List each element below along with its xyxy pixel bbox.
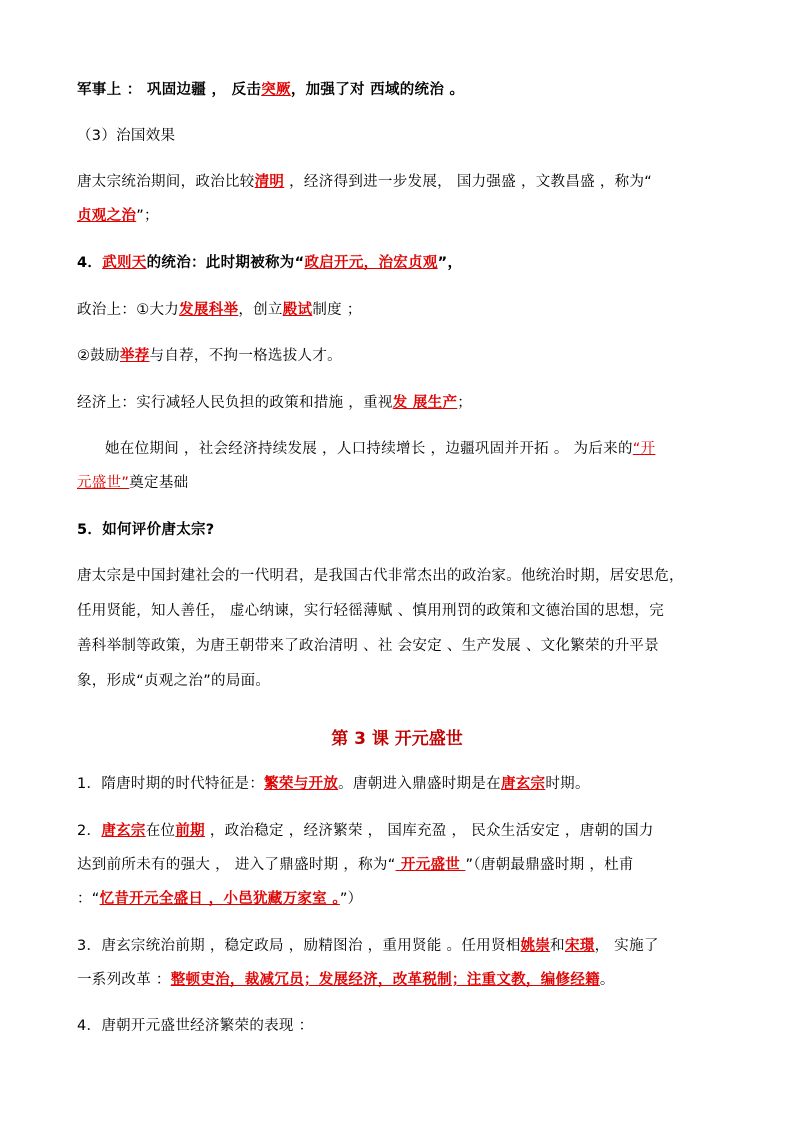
highlight-text: 前期 — [175, 823, 205, 839]
paragraph-line — [77, 636, 659, 656]
highlight-text: 清明 — [254, 174, 285, 190]
list-item — [77, 1016, 313, 1036]
text: 时期。 — [545, 776, 590, 792]
text: 唐太宗是中国封建社会的一代明君，是我国古代非常杰出的政治家。他统治时期，居安思危， — [77, 568, 684, 584]
paragraph-line — [77, 601, 664, 621]
highlight-text: 贞观之治 — [77, 208, 137, 224]
highlight-text: 突厥 — [261, 82, 291, 98]
text: 任用贤能，知人善任， 虚心纳谏，实行轻徭薄赋 、慎用刑罚的政策和文德治国的思想，完 — [77, 603, 665, 619]
paragraph-line — [77, 206, 159, 226]
text: ，加强了对 西域的统治 。 — [290, 82, 465, 98]
highlight-text: 忆昔开元全盛日 ，小邑犹藏万家室 。 — [99, 891, 340, 907]
lesson-title: 第 3 课 开元盛世 — [331, 729, 463, 749]
text: 她在位期间 ，社会经济持续发展 ，人口持续增长 ，边疆巩固并开拓 。 为后来的 — [105, 441, 633, 457]
text: 1．隋唐时期的时代特征是： — [77, 776, 265, 792]
paragraph-line — [77, 473, 188, 493]
text: 制度 ； — [312, 302, 362, 318]
highlight-text: 举荐 — [119, 348, 150, 364]
text: 善科举制等政策，为唐王朝带来了政治清明 、社 会安定 、生产发展 、文化繁荣的升平景 — [77, 638, 660, 654]
text: ，政治稳定 ，经济繁荣 ， 国库充盈 ， 民众生活安定 ，唐朝的国力 — [204, 823, 654, 839]
text: 政治上：①大力 — [77, 302, 180, 318]
highlight-text: 政启开元，治宏贞观 — [304, 255, 438, 271]
text: ”， — [437, 255, 463, 271]
highlight-text: 发 展生产 — [392, 395, 458, 411]
highlight-text: 繁荣与开放 — [264, 776, 339, 792]
text: 达到前所未有的强大 ， 进入了鼎盛时期 ，称为“ — [77, 857, 396, 873]
highlight-text: 元盛世” — [77, 475, 130, 491]
highlight-text: 整顿吏治，裁减冗员；发展经济，改革税制；注重文教，编修经籍 — [170, 972, 600, 988]
text: ，经济得到进一步发展， 国力强盛 ，文教昌盛 ，称为“ — [284, 174, 653, 190]
highlight-text: 唐玄宗 — [500, 776, 546, 792]
paragraph-line — [77, 172, 652, 192]
highlight-text: “开 — [632, 441, 656, 457]
paragraph-line — [77, 346, 342, 366]
highlight-text: 武则天 — [102, 255, 147, 271]
text: 经济上：实行减轻人民负担的政策和措施 ，重视 — [77, 395, 393, 411]
text: 奠定基础 — [129, 475, 189, 491]
highlight-text: 姚崇 — [520, 938, 551, 954]
text: 唐太宗统治期间，政治比较 — [77, 174, 255, 190]
text: 一系列改革 ： — [77, 972, 171, 988]
paragraph-line — [77, 970, 615, 990]
list-item — [77, 821, 654, 841]
text: ，创立 — [238, 302, 283, 318]
text: 。 — [599, 972, 615, 988]
highlight-text: 发展科举 — [179, 302, 239, 318]
paragraph-line — [105, 439, 655, 459]
text: ②鼓励 — [77, 348, 120, 364]
text: ”； — [136, 208, 159, 224]
text: 和 — [550, 938, 565, 954]
list-item — [77, 520, 215, 540]
paragraph-line — [77, 889, 363, 909]
paragraph-line — [77, 566, 684, 586]
text: 军事上 ： 巩固边疆 ， 反击 — [77, 82, 262, 98]
highlight-text: 唐玄宗 — [101, 823, 146, 839]
highlight-text: 开元盛世 — [395, 857, 466, 873]
highlight-text: 殿试 — [282, 302, 313, 318]
text: 4． — [77, 255, 103, 271]
text: ：“ — [77, 891, 100, 907]
text: 5．如何评价唐太宗? — [77, 522, 215, 538]
paragraph-line — [77, 393, 472, 413]
military-line — [77, 80, 464, 100]
text: 。唐朝进入鼎盛时期是在 — [338, 776, 501, 792]
text: 4．唐朝开元盛世经济繁荣的表现 ： — [77, 1018, 314, 1034]
list-item — [77, 774, 590, 794]
text: 在位 — [145, 823, 176, 839]
text: 的统治：此时期被称为“ — [146, 255, 305, 271]
paragraph-line — [77, 671, 270, 691]
list-item — [77, 936, 659, 956]
text: 与自荐，不拘一格选拔人才。 — [149, 348, 342, 364]
highlight-text: 宋璟 — [564, 938, 595, 954]
section-heading — [77, 126, 175, 146]
text: （3）治国效果 — [77, 128, 176, 144]
text: 2． — [77, 823, 102, 839]
paragraph-line — [77, 855, 634, 875]
text: 3．唐玄宗统治前期 ，稳定政局 ，励精图治 ，重用贤能 。任用贤相 — [77, 938, 521, 954]
text: ”（唐朝最鼎盛时期 ，杜甫 — [465, 857, 634, 873]
text: ； — [457, 395, 473, 411]
paragraph-line — [77, 300, 362, 320]
text: 象，形成“贞观之治”的局面。 — [77, 673, 271, 689]
text: ”） — [339, 891, 363, 907]
list-item — [77, 253, 462, 273]
text: ， 实施了 — [594, 938, 659, 954]
